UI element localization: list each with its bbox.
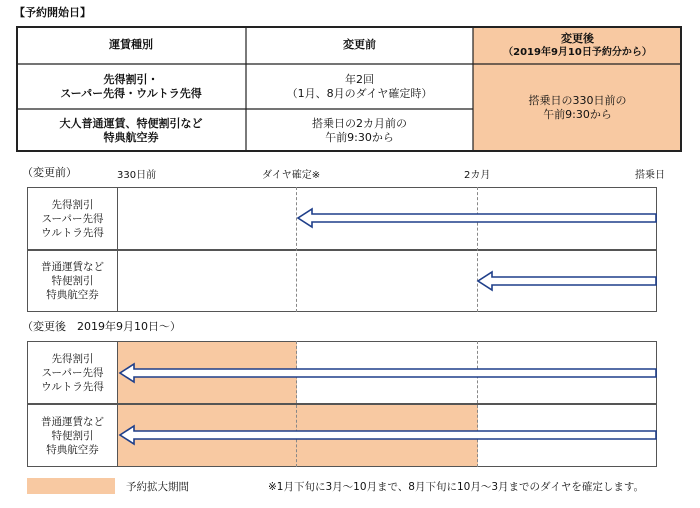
row2-before-line1: 搭乗日の2カ月前の (312, 116, 407, 130)
row2-type-line2: 特典航空券 (103, 130, 159, 144)
timeline-label-2months: 2カ月 (464, 170, 491, 181)
timeline-label-330: 330日前 (117, 170, 157, 181)
row1-type-line1: 先得割引・ (103, 72, 159, 86)
after-value-line1: 搭乗日の330日前の (528, 94, 627, 107)
before-row1-label-line2: スーパー先得 (41, 212, 104, 225)
header-before: 変更前 (343, 38, 376, 51)
header-after-title: 変更後 (561, 31, 594, 45)
row1-before-line2: （1月、8月のダイヤ確定時） (286, 86, 433, 100)
after-row2-label-line3: 特典航空券 (46, 443, 99, 456)
after-row2-label-line1: 普通運賃など (41, 415, 104, 428)
after-section-title: （変更後 2019年9月10日～） (22, 320, 181, 333)
header-after-sub: （2019年9月10日予約分から） (503, 46, 652, 58)
after-row2-label-line2: 特便割引 (51, 429, 94, 442)
timeline-label-boarding: 搭乗日 (635, 170, 665, 181)
before-row2-label-line3: 特典航空券 (46, 289, 99, 301)
row2-before-line2: 午前9:30から (325, 130, 394, 144)
before-section-title: （変更前） (22, 166, 77, 179)
footnote: ※1月下旬に3月～10月まで、8月下旬に10月～3月までのダイヤを確定します。 (268, 481, 644, 493)
after-value-line2: 午前9:30から (543, 108, 612, 121)
row1-type-line2: スーパー先得・ウルトラ先得 (60, 86, 202, 100)
before-row2-label-line1: 普通運賃など (41, 261, 104, 273)
after-arrow-row2 (120, 426, 656, 444)
after-row1-label-line2: スーパー先得 (41, 366, 104, 379)
row2-type-line1: 大人普通運賃、特便割引など (59, 116, 203, 130)
header-fare-type: 運賃種別 (109, 38, 153, 51)
before-row2-label-line2: 特便割引 (51, 275, 94, 287)
after-arrow-row1 (120, 364, 656, 382)
section-title: 【予約開始日】 (14, 6, 91, 19)
legend-swatch (27, 478, 115, 494)
legend-label: 予約拡大期間 (126, 481, 189, 493)
timeline-label-diagram: ダイヤ確定※ (262, 170, 321, 181)
row1-before-line1: 年2回 (345, 72, 374, 86)
after-row1-label-line3: ウルトラ先得 (41, 380, 104, 393)
before-row1-label-line3: ウルトラ先得 (41, 226, 104, 239)
after-row1-label-line1: 先得割引 (51, 352, 94, 365)
before-row1-label-line1: 先得割引 (51, 198, 94, 211)
